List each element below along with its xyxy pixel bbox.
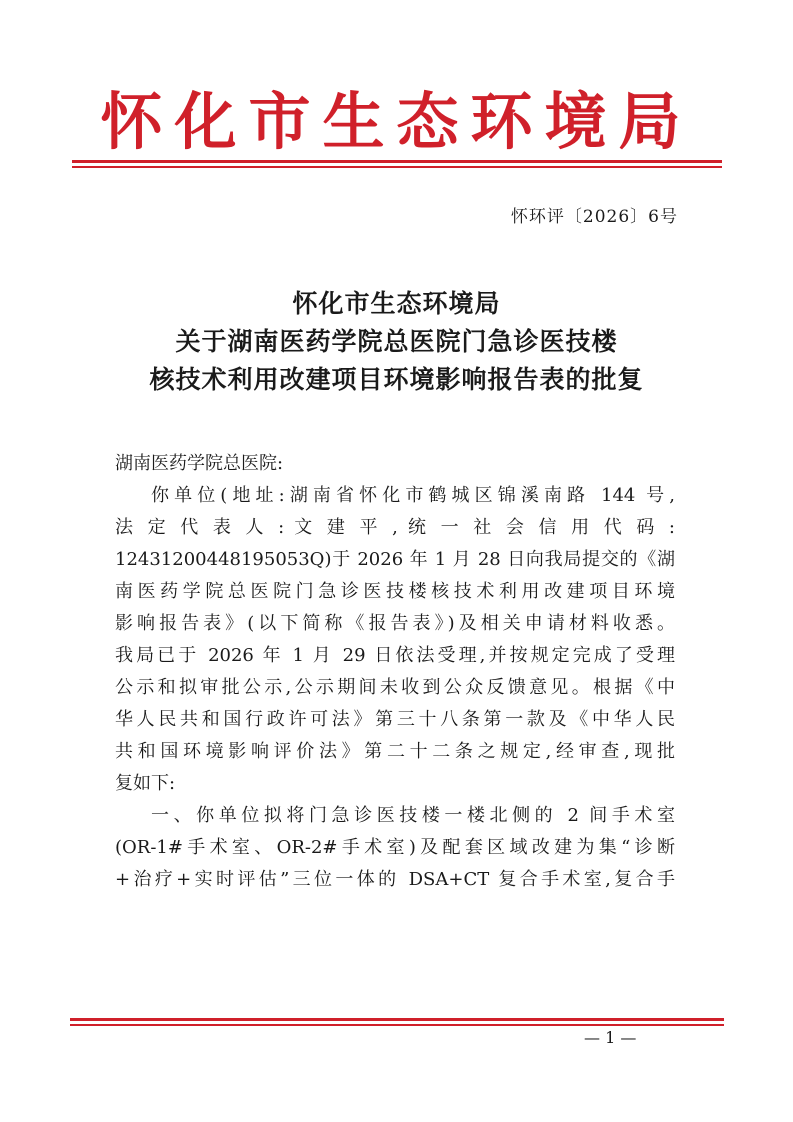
paragraph-2-line: (OR-1#手术室、OR-2#手术室)及配套区域改建为集“诊断 bbox=[115, 837, 675, 858]
paragraph-1-line: 华人民共和国行政许可法》第三十八条第一款及《中华人民 bbox=[115, 709, 675, 730]
title-line-2: 关于湖南医药学院总医院门急诊医技楼 bbox=[175, 327, 618, 356]
paragraph-1-line: 共和国环境影响评价法》第二十二条之规定,经审查,现批 bbox=[115, 741, 675, 762]
paragraph-1-line: 南医药学院总医院门急诊医技楼核技术利用改建项目环境 bbox=[115, 581, 675, 602]
title-line-3: 核技术利用改建项目环境影响报告表的批复 bbox=[149, 365, 644, 394]
page-number: — 1 — bbox=[584, 1028, 637, 1047]
paragraph-1-line: 你单位(地址:湖南省怀化市鹤城区锦溪南路 144 号, bbox=[151, 485, 675, 506]
document-body bbox=[115, 448, 675, 896]
paragraph-1-line: 复如下: bbox=[115, 773, 176, 794]
paragraph-2-line: +治疗+实时评估”三位一体的 DSA+CT 复合手术室,复合手 bbox=[115, 869, 675, 890]
header-rule-thick bbox=[72, 160, 722, 163]
paragraph-1-line: 12431200448195053Q)于 2026 年 1 月 28 日向我局提交的《湖 bbox=[115, 549, 675, 570]
paragraph-1-line: 影响报告表》(以下简称《报告表》)及相关申请材料收悉。 bbox=[115, 613, 675, 634]
paragraph-2-line: 一、你单位拟将门急诊医技楼一楼北侧的 2 间手术室 bbox=[151, 805, 675, 826]
footer-rule-thin bbox=[70, 1024, 724, 1026]
footer-rule-thick bbox=[70, 1018, 724, 1021]
salutation: 湖南医药学院总医院: bbox=[115, 453, 284, 474]
header-rule-thin bbox=[72, 166, 722, 168]
agency-title: 怀化市生态环境局 bbox=[100, 85, 693, 158]
paragraph-1-line: 我局已于 2026 年 1 月 29 日依法受理,并按规定完成了受理 bbox=[115, 645, 675, 666]
document-title bbox=[0, 285, 793, 399]
paragraph-1-line: 法 定 代 表 人 : 文 建 平 , 统 一 社 会 信 用 代 码 : bbox=[115, 517, 675, 538]
document-number: 怀环评〔2026〕6号 bbox=[510, 207, 678, 227]
title-line-1: 怀化市生态环境局 bbox=[292, 289, 501, 318]
paragraph-1 bbox=[115, 480, 675, 800]
paragraph-2 bbox=[115, 800, 675, 896]
paragraph-1-line: 公示和拟审批公示,公示期间未收到公众反馈意见。根据《中 bbox=[115, 677, 675, 698]
